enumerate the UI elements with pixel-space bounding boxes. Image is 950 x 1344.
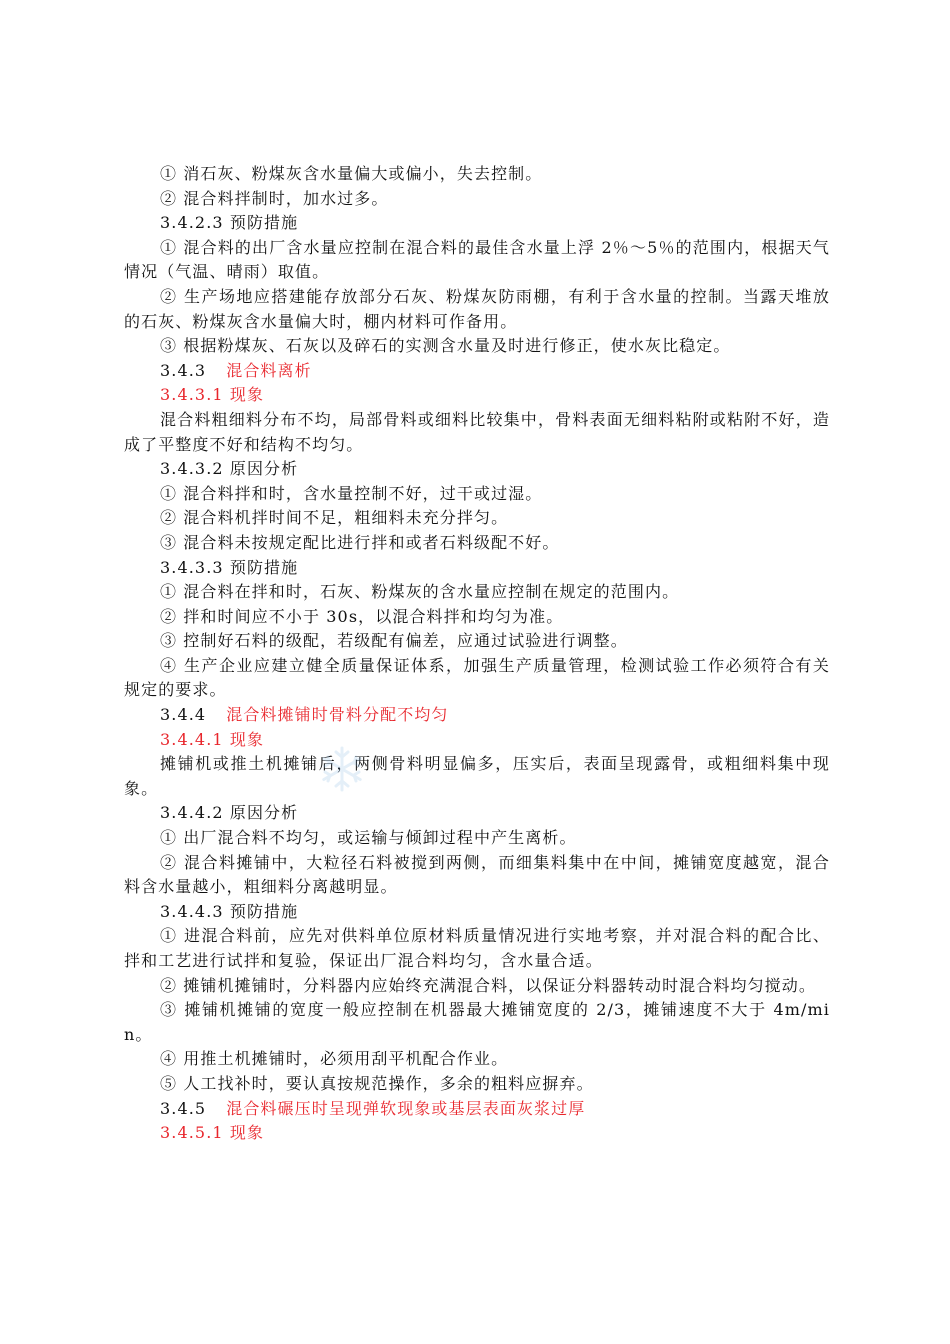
section-number: 3.4.4 xyxy=(160,705,207,725)
section-number: 3.4.5 xyxy=(160,1098,207,1118)
paragraph: ① 混合料在拌和时，石灰、粉煤灰的含水量应控制在规定的范围内。 xyxy=(160,582,680,602)
subsection-heading: 3.4.3.3 预防措施 xyxy=(160,557,299,577)
paragraph: ⑤ 人工找补时，要认真按规范操作，多余的粗料应摒弃。 xyxy=(160,1073,594,1093)
paragraph: ① 混合料拌和时，含水量控制不好，过干或过湿。 xyxy=(160,483,543,503)
subsection-heading: 3.4.3.1 现象 xyxy=(160,385,265,405)
paragraph: ② 混合料摊铺中，大粒径石料被搅到两侧，而细集料集中在中间，摊铺宽度越宽，混合料含水量越小，粗细料分离越明显。 xyxy=(124,852,830,897)
subsection-heading: 3.4.3.2 原因分析 xyxy=(160,459,299,479)
paragraph: ③ 根据粉煤灰、石灰以及碎石的实测含水量及时进行修正，使水灰比稳定。 xyxy=(160,336,731,356)
paragraph: ② 摊铺机摊铺时，分料器内应始终充满混合料，以保证分料器转动时混合料均匀搅动。 xyxy=(160,975,816,995)
section-heading xyxy=(124,359,830,384)
subsection-heading: 3.4.4.1 现象 xyxy=(160,729,265,749)
paragraph: ② 拌和时间应不小于 30s，以混合料拌和均匀为准。 xyxy=(160,606,564,626)
section-heading xyxy=(124,1097,830,1122)
document-body xyxy=(124,162,830,1146)
paragraph: ① 出厂混合料不均匀，或运输与倾卸过程中产生离析。 xyxy=(160,828,577,848)
paragraph: ② 混合料机拌时间不足，粗细料未充分拌匀。 xyxy=(160,508,509,528)
subsection-heading: 3.4.5.1 现象 xyxy=(160,1123,265,1143)
section-heading xyxy=(124,703,830,728)
section-title: 混合料摊铺时骨料分配不均匀 xyxy=(226,705,449,725)
paragraph: ① 进混合料前，应先对供料单位原材料质量情况进行实地考察，并对混合料的配合比、拌和工艺进行试拌和复验，保证出厂混合料均匀，含水量合适。 xyxy=(124,926,830,970)
paragraph: ② 生产场地应搭建能存放部分石灰、粉煤灰防雨棚，有利于含水量的控制。当露天堆放的石灰、粉煤灰含水量偏大时，棚内材料可作备用。 xyxy=(124,286,830,331)
paragraph: ④ 用推土机摊铺时，必须用刮平机配合作业。 xyxy=(160,1049,509,1069)
paragraph: ③ 混合料未按规定配比进行拌和或者石料级配不好。 xyxy=(160,532,560,552)
section-title: 混合料离析 xyxy=(226,360,312,380)
paragraph: ③ 摊铺机摊铺的宽度一般应控制在机器最大摊铺宽度的 2/3，摊铺速度不大于 4m/min。 xyxy=(124,1000,830,1044)
paragraph: ① 混合料的出厂含水量应控制在混合料的最佳含水量上浮 2％～5％的范围内，根据天气情况（气温、晴雨）取值。 xyxy=(124,237,830,282)
paragraph: 摊铺机或推土机摊铺后，两侧骨料明显偏多，压实后，表面呈现露骨，或粗细料集中现象。 xyxy=(124,754,830,798)
subsection-heading: 3.4.4.2 原因分析 xyxy=(160,803,299,823)
paragraph: ② 混合料拌制时，加水过多。 xyxy=(160,188,389,208)
paragraph: ③ 控制好石料的级配，若级配有偏差，应通过试验进行调整。 xyxy=(160,631,628,651)
snowflake-logo-icon xyxy=(318,745,366,793)
section-title: 混合料碾压时呈现弹软现象或基层表面灰浆过厚 xyxy=(226,1098,586,1118)
paragraph: ④ 生产企业应建立健全质量保证体系，加强生产质量管理，检测试验工作必须符合有关规定的要求。 xyxy=(124,655,830,700)
paragraph: ① 消石灰、粉煤灰含水量偏大或偏小，失去控制。 xyxy=(160,164,543,183)
paragraph: 混合料粗细料分布不均，局部骨料或细料比较集中，骨料表面无细料粘附或粘附不好，造成了平整度不好和结构不均匀。 xyxy=(124,409,830,454)
section-number: 3.4.3 xyxy=(160,360,207,380)
subsection-heading: 3.4.4.3 预防措施 xyxy=(160,901,299,921)
subsection-heading: 3.4.2.3 预防措施 xyxy=(160,213,299,233)
